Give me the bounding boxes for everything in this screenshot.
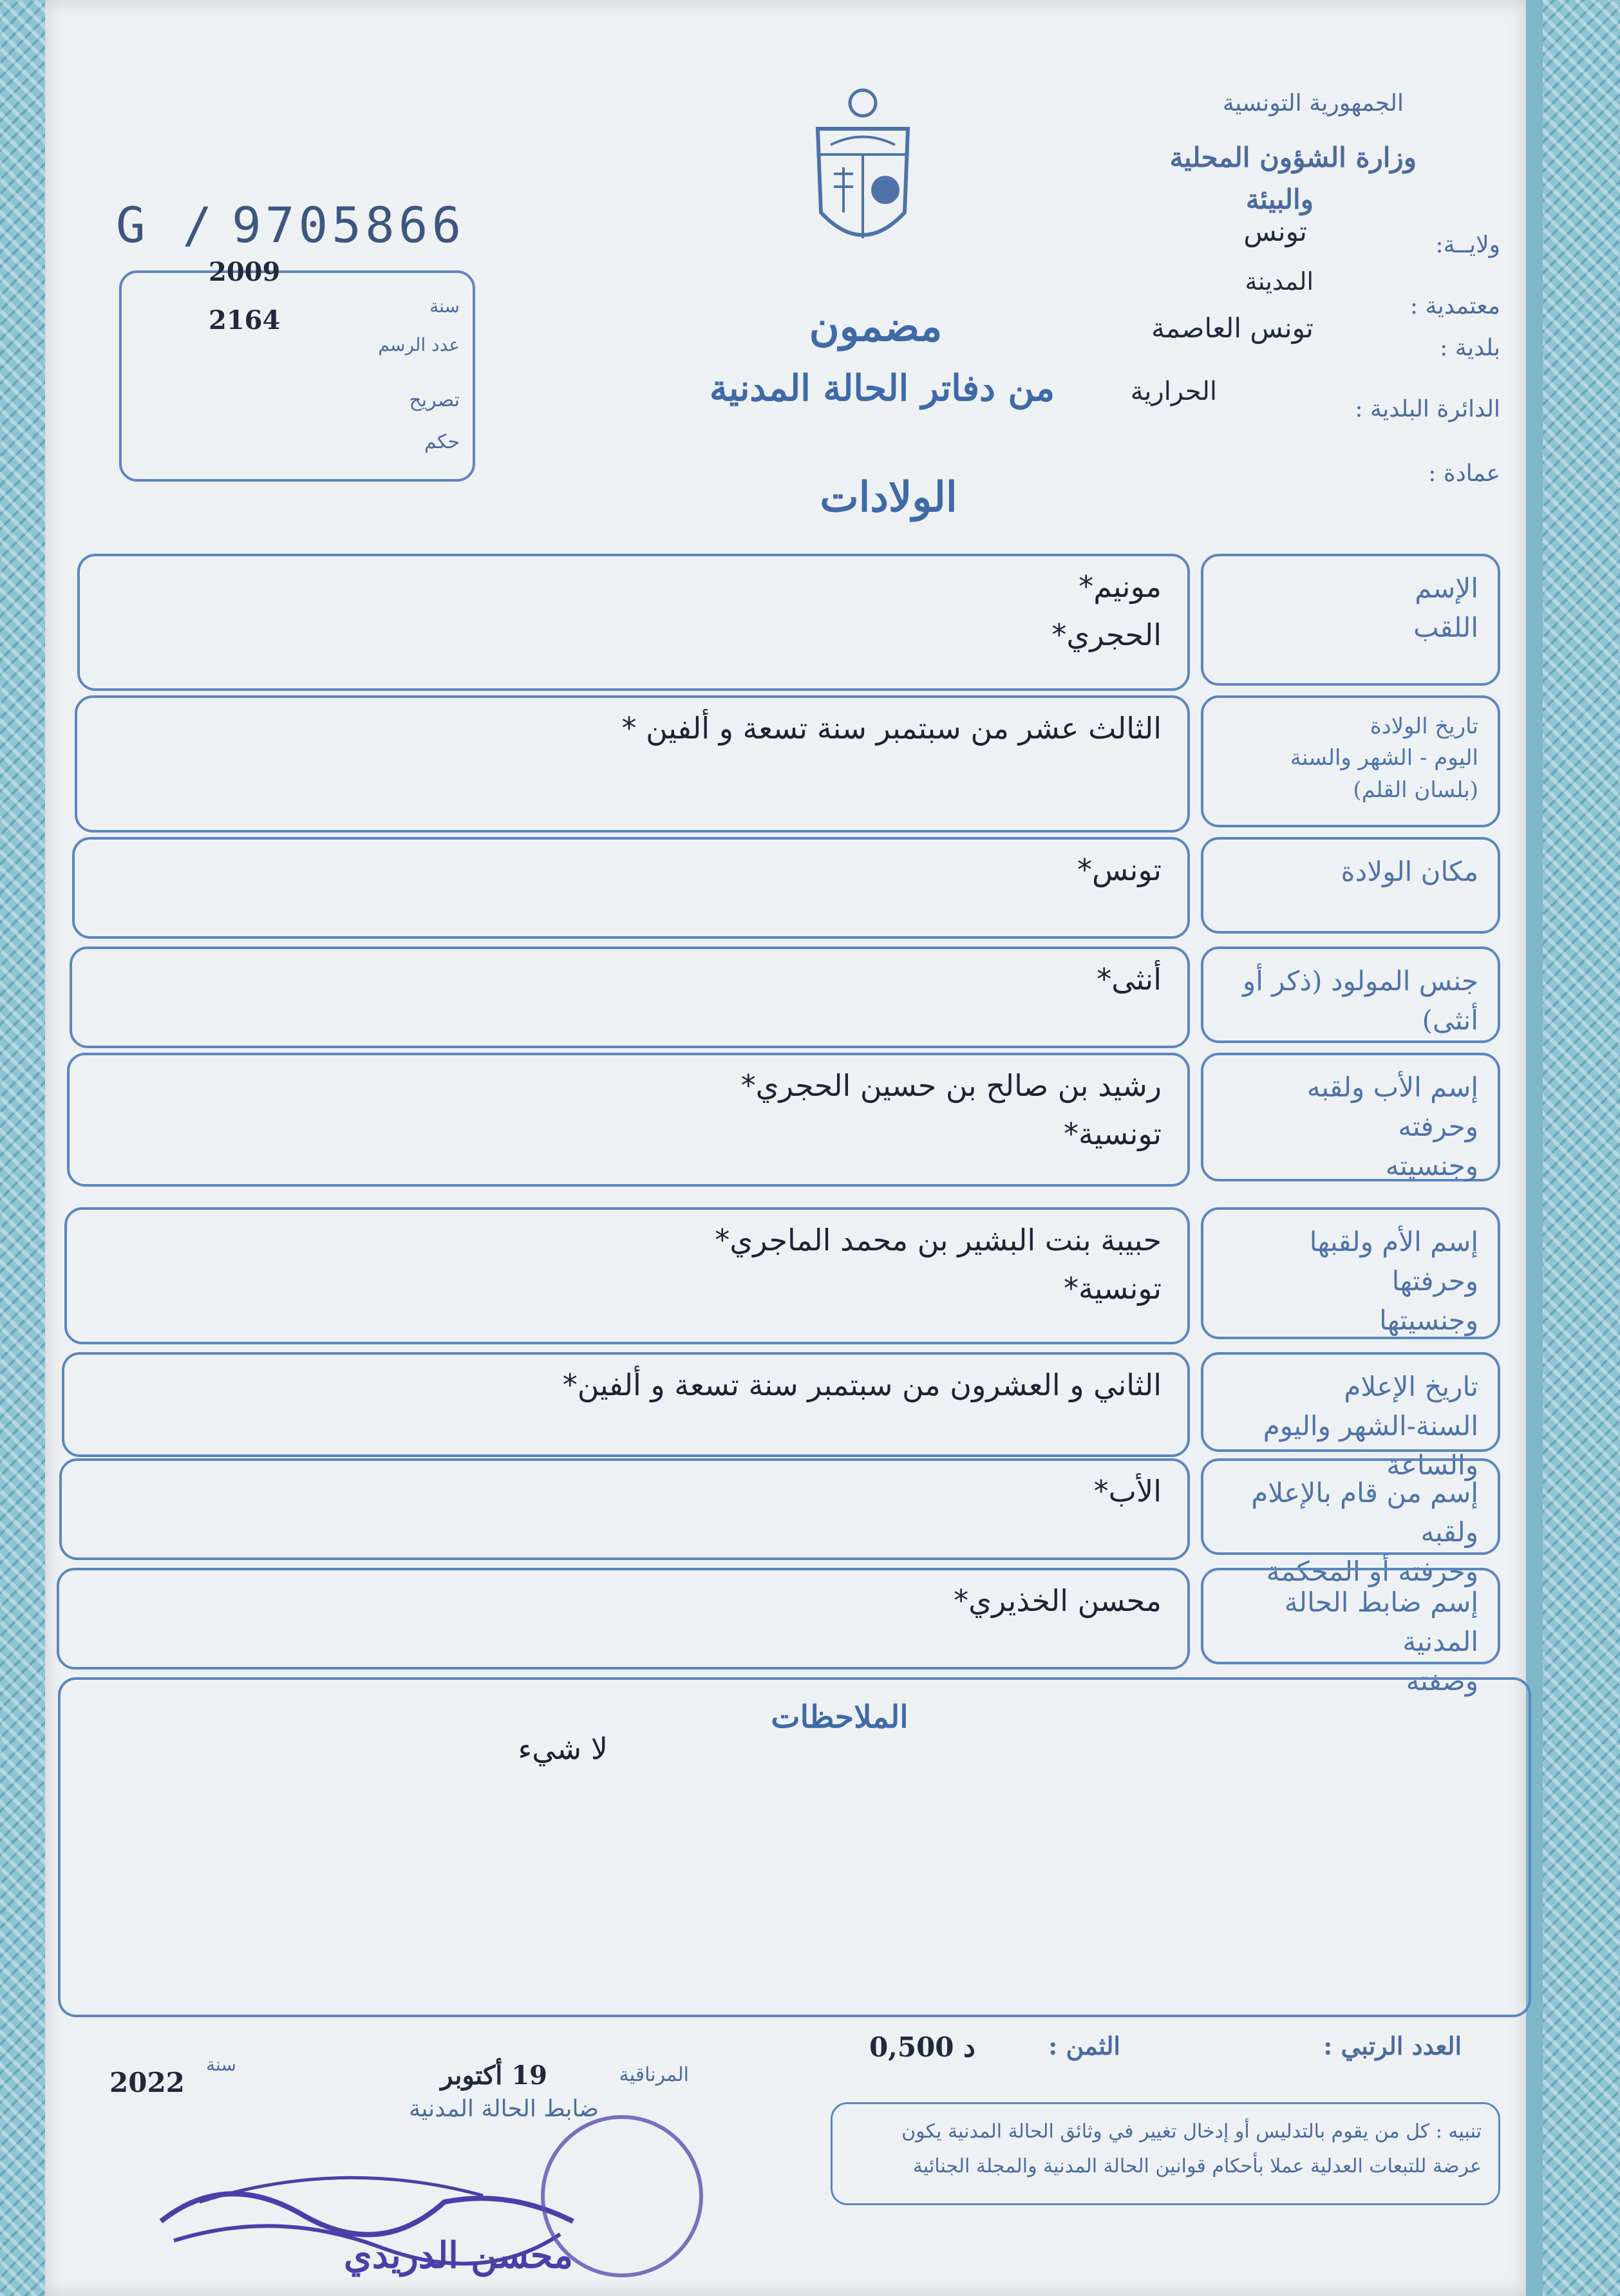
wilaya-label: ولايــة:	[1435, 232, 1500, 258]
daira-label: الدائرة البلدية :	[1355, 396, 1500, 422]
certification-place: المرناقية	[619, 2064, 689, 2086]
row-label-text: مكان الولادة	[1341, 856, 1478, 887]
row-value-text: تونسية*	[1064, 1271, 1162, 1306]
baladia-value: تونس العاصمة	[1151, 312, 1314, 344]
row-value-text: الثالث عشر من سبتمبر سنة تسعة و ألفين *	[621, 711, 1162, 746]
table-row-value-cell	[70, 946, 1190, 1048]
registration-number-value: 2164	[209, 305, 281, 335]
remarks-box	[58, 1677, 1531, 2017]
row-value-text: أنثى*	[1097, 962, 1162, 997]
row-value-text: تونس*	[1077, 852, 1162, 887]
table-row-label-cell	[1201, 1352, 1500, 1481]
row-value-text: الحجري*	[1051, 617, 1162, 652]
row-value-text: الثاني و العشرون من سبتمبر سنة تسعة و ألفين*	[562, 1368, 1162, 1402]
issue-year-value: 2022	[109, 2067, 185, 2098]
document-subtitle: من دفاتر الحالة المدنية	[709, 367, 1055, 409]
table-row-label-cell	[1201, 946, 1500, 1043]
row-value-text: الأب*	[1093, 1474, 1162, 1509]
row-label-text: وجنسيته	[1385, 1149, 1478, 1181]
table-row-value-cell	[59, 1458, 1190, 1560]
table-row-value-cell	[62, 1352, 1190, 1457]
table-row-label-cell	[1201, 1053, 1500, 1181]
row-label-text: وصفته	[1406, 1664, 1478, 1697]
row-value-text: مونيم*	[1078, 569, 1162, 604]
row-label-text: الإسم	[1415, 572, 1478, 604]
table-row-value-cell	[77, 554, 1190, 691]
serial-prefix: G /	[116, 196, 216, 254]
row-label-text: وجنسيتها	[1379, 1304, 1478, 1336]
serial-number: 9705866	[232, 196, 466, 254]
table-row-label-cell	[1201, 695, 1500, 827]
moatamadia-value: المدينة	[1245, 267, 1314, 296]
officer-title: ضابط الحالة المدنية	[409, 2096, 599, 2122]
table-row-value-cell	[75, 695, 1190, 833]
row-label-text: جنس المولود (ذكر أو أنثى)	[1242, 965, 1478, 1036]
price-label: الثمن :	[1048, 2031, 1120, 2060]
row-label-text: إسم الأب ولقبه وحرفته	[1306, 1071, 1478, 1142]
section-title: الولادات	[820, 473, 957, 522]
row-label-text: تاريخ الولادة	[1370, 713, 1478, 739]
remarks-value: لا شيء	[518, 1731, 608, 1766]
row-value-text: محسن الخذيري*	[954, 1583, 1162, 1618]
row-label-text: اللقب	[1413, 611, 1478, 643]
issue-date: 19 أكتوبر	[440, 2060, 547, 2091]
order-number-label: العدد الرتبي :	[1323, 2031, 1462, 2060]
table-row-label-cell	[1201, 554, 1500, 686]
table-row-label-cell	[1201, 1568, 1500, 1697]
price-value: 0,500 د	[869, 2031, 975, 2063]
registration-year-value: 2009	[209, 257, 281, 287]
registration-box	[119, 257, 475, 482]
ministry-line1: وزارة الشؤون المحلية	[1169, 142, 1417, 173]
issue-year-label: سنة	[206, 2054, 236, 2075]
row-value-text: رشيد بن صالح بن حسين الحجري*	[740, 1068, 1162, 1103]
declaration-label: تصريح	[409, 389, 460, 411]
table-row-value-cell	[72, 837, 1190, 939]
legal-notice: تنبيه : كل من يقوم بالتدليس أو إدخال تغيير في وثائق الحالة المدنية يكون عرضة للتبعات العدلية عملا بأحكام قوانين الحالة المدنية والمجلة الجنائية	[831, 2102, 1500, 2205]
imada-label: عمادة :	[1428, 460, 1500, 487]
table-row-value-cell	[64, 1207, 1190, 1344]
row-label-text: إسم الأم ولقبها وحرفتها	[1309, 1226, 1478, 1297]
moatamadia-label: معتمدية :	[1409, 293, 1500, 319]
officer-name: محسن الدريدي	[343, 2234, 573, 2277]
row-label-text: السنة-الشهر واليوم والساعة	[1263, 1409, 1478, 1481]
registration-year-label: سنة	[429, 296, 460, 317]
table-row-value-cell	[67, 1053, 1190, 1187]
row-value-text: حبيبة بنت البشير بن محمد الماجري*	[715, 1223, 1162, 1257]
republic-label: الجمهورية التونسية	[1222, 90, 1404, 117]
tunisia-coat-of-arms-icon	[798, 84, 927, 264]
row-label-text: (بلسان القلم)	[1353, 776, 1478, 803]
row-label-text: تاريخ الإعلام	[1344, 1371, 1478, 1402]
ministry-line2: والبيئة	[1245, 183, 1314, 215]
certificate-paper	[45, 0, 1526, 2296]
row-value-text: تونسية*	[1064, 1116, 1162, 1151]
judgment-label: حكم	[424, 431, 460, 453]
row-label-text: إسم ضابط الحالة المدنية	[1284, 1586, 1478, 1657]
row-label-text: اليوم - الشهر والسنة	[1290, 745, 1478, 771]
baladia-label: بلدية :	[1440, 335, 1500, 361]
decorative-border-right	[1543, 0, 1620, 2296]
row-label-text: إسم من قام بالإعلام ولقبه	[1251, 1477, 1478, 1548]
registration-number-label: عدد الرسم	[378, 334, 460, 355]
table-row-label-cell	[1201, 1207, 1500, 1339]
table-row-value-cell	[57, 1568, 1190, 1670]
table-row-label-cell	[1201, 837, 1500, 934]
daira-value: الحرارية	[1130, 377, 1217, 406]
document-title: مضمون	[809, 303, 943, 351]
wilaya-value: تونس	[1243, 216, 1307, 247]
remarks-title: الملاحظات	[771, 1699, 909, 1735]
table-row-label-cell	[1201, 1458, 1500, 1587]
row-label-text: وحرفته أو المحكمة	[1266, 1555, 1478, 1587]
